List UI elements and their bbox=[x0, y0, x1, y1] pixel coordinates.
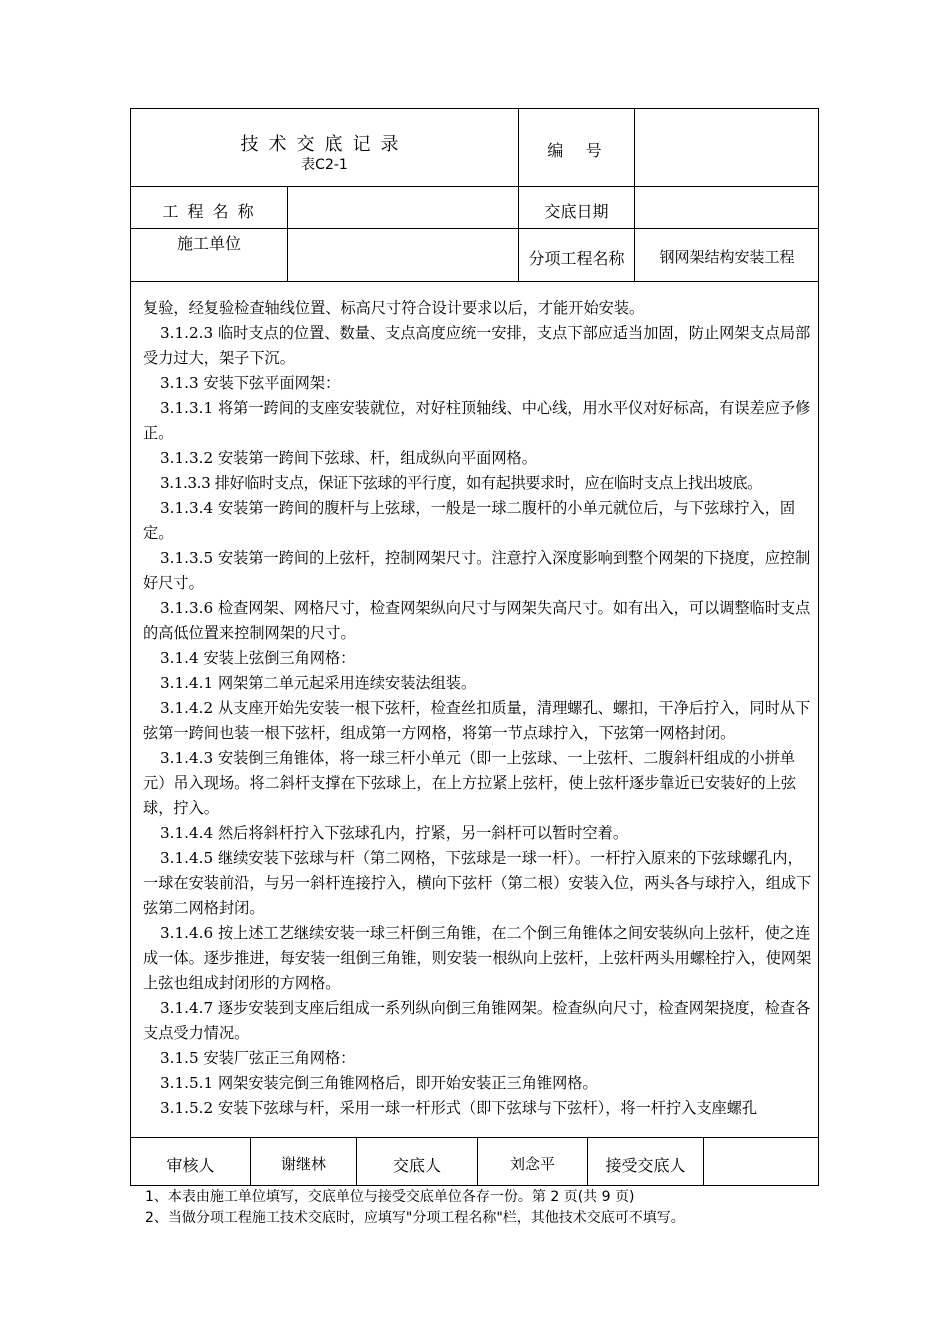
paragraph: 3.1.4.2 从支座开始先安装一根下弦杆，检查丝扣质量，清理螺孔、螺扣，干净后拧入，同时从下弦第一跨间也装一根下弦杆，组成第一方网格，将第一节点球拧入，下弦第一网格封闭。 bbox=[143, 699, 811, 742]
footnote-2: 2、当做分项工程施工技术交底时，应填写"分项工程名称"栏，其他技术交底可不填写。 bbox=[145, 1210, 685, 1226]
handover-person-label: 交底人 bbox=[392, 1156, 441, 1175]
paragraph: 复验，经复验检查轴线位置、标高尺寸符合设计要求以后，才能开始安装。 bbox=[143, 299, 645, 317]
handover-date-label: 交底日期 bbox=[544, 202, 609, 221]
project-name-label: 工 程 名 称 bbox=[162, 202, 256, 221]
paragraph: 3.1.3 安装下弦平面网架： bbox=[160, 374, 341, 392]
paragraph: 3.1.5 安装厂弦正三角网格： bbox=[160, 1049, 356, 1067]
paragraph: 3.1.4.5 继续安装下弦球与杆（第二网格，下弦球是一球一杆）。一杆拧入原来的下弦球螺孔内，一球在安装前沿，与另一斜杆连接拧入，横向下弦杆（第二根）安装入位，两头各与球拧入，组成下弦第二网格封闭。 bbox=[143, 849, 812, 917]
table-border-left bbox=[130, 108, 131, 1185]
paragraph: 3.1.4.7 逐步安装到支座后组成一系列纵向倒三角锥网架。检查纵向尺寸，检查网架挠度，检查各支点受力情况。 bbox=[143, 999, 811, 1042]
column-divider bbox=[634, 108, 635, 282]
title-block bbox=[130, 108, 519, 186]
paragraph: 3.1.3.1 将第一跨间的支座安装就位，对好柱顶轴线、中心线，用水平仪对好标高，有误差应予修正。 bbox=[143, 399, 811, 442]
paragraph: 3.1.3.6 检查网架、网格尺寸，检查网架纵向尺寸与网架失高尺寸。如有出入，可以调整临时支点的高低位置来控制网架的尺寸。 bbox=[143, 599, 811, 642]
paragraph: 3.1.3.4 安装第一跨间的腹杆与上弦球，一般是一球二腹杆的小单元就位后，与下弦球拧入，固定。 bbox=[143, 499, 796, 542]
paragraph: 3.1.4.3 安装倒三角锥体，将一球三杆小单元（即一上弦球、一上弦杆、二腹斜杆组成的小拼单元）吊入现场。将二斜杆支撑在下弦球上，在上方拉紧上弦杆，使上弦杆逐步靠近已安装好的上弦球，拧入。 bbox=[143, 749, 797, 817]
form-number: 表C2-1 bbox=[301, 157, 348, 173]
paragraph: 3.1.4.1 网架第二单元起采用连续安装法组装。 bbox=[160, 674, 477, 692]
row-divider bbox=[130, 1137, 819, 1138]
footnote-1: 1、本表由施工单位填写，交底单位与接受交底单位各存一份。第 2 页(共 9 页) bbox=[145, 1189, 635, 1205]
row-divider bbox=[130, 186, 819, 187]
document-title: 技术交底记录 bbox=[240, 134, 409, 155]
table-border-bottom bbox=[130, 1185, 819, 1186]
paragraph: 3.1.5.2 安装下弦球与杆，采用一球一杆形式（即下弦球与下弦杆），将一杆拧入支座螺孔 bbox=[160, 1099, 758, 1117]
paragraph: 3.1.2.3 临时支点的位置、数量、支点高度应统一安排，支点下部应适当加固，防止网架支点局部受力过大，架子下沉。 bbox=[143, 324, 811, 367]
column-divider bbox=[287, 186, 288, 282]
reviewer-label: 审核人 bbox=[166, 1156, 215, 1175]
paragraph: 3.1.4 安装上弦倒三角网格： bbox=[160, 649, 356, 667]
content-body bbox=[143, 296, 815, 1121]
row-divider bbox=[130, 281, 819, 282]
handover-person-name: 刘念平 bbox=[509, 1155, 555, 1173]
contractor-label: 施工单位 bbox=[176, 234, 241, 253]
table-border-right bbox=[818, 108, 819, 1185]
reviewer-name: 谢继林 bbox=[280, 1155, 326, 1173]
sub-project-label: 分项工程名称 bbox=[528, 249, 625, 268]
number-label: 编 号 bbox=[547, 141, 606, 160]
sub-project-value: 钢网架结构安装工程 bbox=[659, 248, 795, 266]
receiver-label: 接受交底人 bbox=[605, 1156, 686, 1175]
row-divider bbox=[130, 228, 819, 229]
paragraph: 3.1.3.5 安装第一跨间的上弦杆，控制网架尺寸。注意拧入深度影响到整个网架的下挠度，应控制好尺寸。 bbox=[143, 549, 811, 592]
paragraph: 3.1.3.3 排好临时支点，保证下弦球的平行度，如有起拱要求时，应在临时支点上找出坡底。 bbox=[160, 474, 762, 492]
paragraph: 3.1.4.6 按上述工艺继续安装一球三杆倒三角锥，在二个倒三角锥体之间安装纵向上弦杆，使之连成一体。逐步推进，每安装一组倒三角锥，则安装一根纵向上弦杆，上弦杆两头用螺栓拧入，使网架上弦也组成封闭形的方网格。 bbox=[143, 924, 812, 992]
paragraph: 3.1.4.4 然后将斜杆拧入下弦球孔内，拧紧，另一斜杆可以暂时空着。 bbox=[160, 824, 629, 842]
paragraph: 3.1.5.1 网架安装完倒三角锥网格后，即开始安装正三角锥网格。 bbox=[160, 1074, 598, 1092]
paragraph: 3.1.3.2 安装第一跨间下弦球、杆，组成纵向平面网格。 bbox=[160, 449, 537, 467]
column-divider bbox=[703, 1137, 704, 1185]
